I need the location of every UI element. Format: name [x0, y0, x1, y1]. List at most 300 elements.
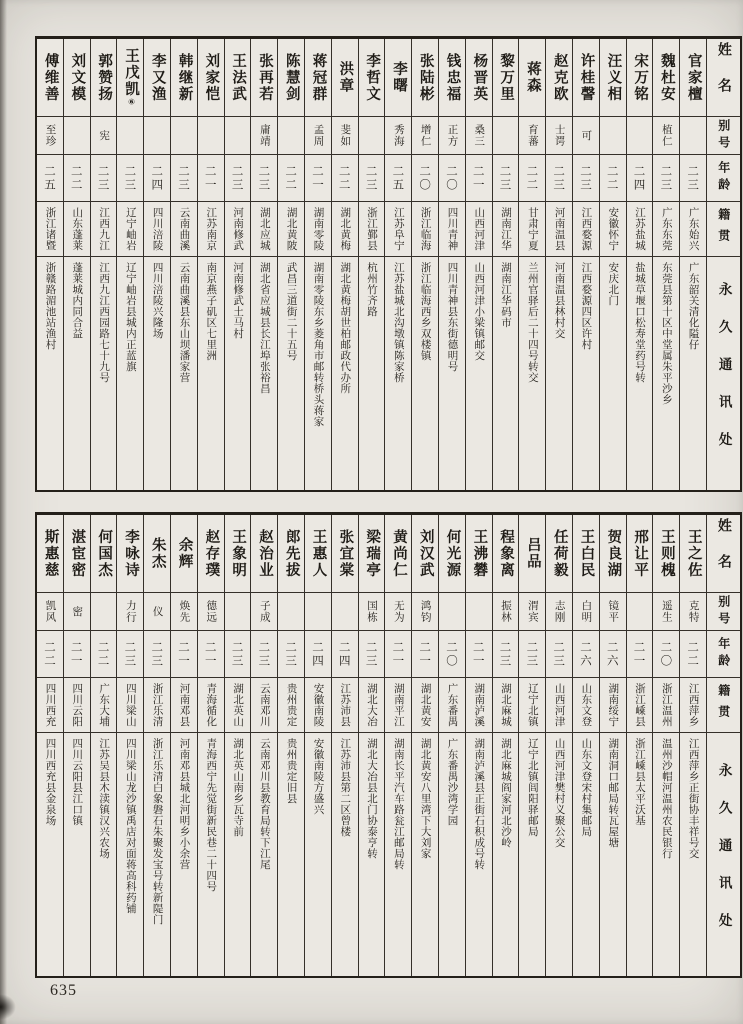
- person-address-cell: [198, 256, 224, 490]
- person-alias-cell: [546, 592, 572, 630]
- person-native: 四川青神: [446, 207, 459, 251]
- person-native-cell: [412, 201, 438, 256]
- person-native-cell: [305, 677, 331, 732]
- person-name: 王法武: [230, 52, 247, 103]
- person-name: 洪章: [337, 61, 354, 94]
- person-address-cell: [546, 732, 572, 976]
- person-column: [518, 515, 545, 976]
- person-age-cell: [573, 630, 599, 677]
- person-age-cell: [171, 630, 197, 677]
- person-native-cell: [144, 201, 170, 256]
- person-address-cell: [412, 256, 438, 490]
- person-alias: 渭宾: [526, 600, 539, 623]
- person-name-cell: [91, 39, 117, 116]
- person-age: 二四: [310, 640, 325, 668]
- person-native-cell: [573, 677, 599, 732]
- person-age: 二二: [525, 164, 540, 192]
- person-native: 江苏盐城: [634, 207, 647, 251]
- person-address-cell: [627, 256, 653, 490]
- person-address: 云南邓川县教育局转下江尾: [258, 738, 271, 870]
- person-alias-cell: [359, 116, 385, 154]
- person-name: 李咏诗: [122, 528, 139, 579]
- person-alias-cell: [332, 592, 358, 630]
- person-address: 云南曲溪县东山坝潘家营: [178, 262, 191, 383]
- person-address: 温州沙帽河温州农民银行: [660, 738, 673, 859]
- person-age-cell: [144, 154, 170, 201]
- person-alias-cell: [37, 592, 63, 630]
- person-age-cell: [546, 154, 572, 201]
- person-age-cell: [680, 154, 706, 201]
- person-column: [250, 39, 277, 490]
- person-address-cell: [439, 256, 465, 490]
- person-address-cell: [225, 256, 251, 490]
- person-address-cell: [332, 732, 358, 976]
- person-native-cell: [600, 201, 626, 256]
- person-native-cell: [278, 201, 304, 256]
- person-name: 赵治业: [256, 528, 273, 579]
- person-native: 山东蓬莱: [71, 207, 84, 251]
- person-age-cell: [627, 154, 653, 201]
- person-native-cell: [332, 201, 358, 256]
- person-address: 辽宁北镇闾阳驿邮局: [526, 738, 539, 837]
- person-native-cell: [117, 677, 143, 732]
- person-native: 辽宁北镇: [526, 683, 539, 727]
- person-alias-cell: [225, 116, 251, 154]
- person-alias-cell: [493, 116, 519, 154]
- header-alias-label: 别号: [716, 594, 731, 629]
- person-age: 二五: [391, 164, 406, 192]
- header-native-cell: [707, 677, 740, 732]
- person-address: 杭州竹齐路: [366, 262, 379, 317]
- person-age-cell: [493, 630, 519, 677]
- person-native-cell: [653, 201, 679, 256]
- person-age: 二三: [578, 164, 593, 192]
- person-native: 河南修武: [232, 207, 245, 251]
- person-name-cell: [171, 39, 197, 116]
- person-alias-cell: [198, 592, 224, 630]
- person-alias-cell: [171, 116, 197, 154]
- person-name: 朱杰: [149, 537, 166, 570]
- person-alias-cell: [305, 116, 331, 154]
- person-name: 李哲文: [364, 52, 381, 103]
- person-native-cell: [225, 677, 251, 732]
- person-column: [626, 39, 653, 490]
- person-native: 江西萍乡: [687, 683, 700, 727]
- header-name-cell: [707, 515, 740, 592]
- person-name-cell: [278, 39, 304, 116]
- person-alias-cell: [278, 592, 304, 630]
- header-age-label: 年龄: [716, 161, 731, 195]
- person-native-cell: [251, 677, 277, 732]
- person-address-cell: [653, 256, 679, 490]
- person-age-cell: [278, 154, 304, 201]
- person-name: 梁瑞亭: [364, 528, 381, 579]
- person-name-cell: [627, 515, 653, 592]
- person-address-cell: [546, 256, 572, 490]
- person-name-cell: [117, 39, 143, 116]
- person-age-cell: [278, 630, 304, 677]
- person-age: 二三: [230, 164, 245, 192]
- person-native-cell: [493, 201, 519, 256]
- person-name: 黄尚仁: [390, 528, 407, 579]
- person-native: 甘肃宁夏: [526, 207, 539, 251]
- scan-artifact-corner-blot: [0, 994, 16, 1020]
- person-age: 二二: [284, 164, 299, 192]
- person-alias-cell: [251, 116, 277, 154]
- person-column: [679, 515, 706, 976]
- person-alias-cell: [466, 116, 492, 154]
- person-age-cell: [198, 630, 224, 677]
- person-address-cell: [385, 732, 411, 976]
- person-name-cell: [144, 39, 170, 116]
- person-address-cell: [627, 732, 653, 976]
- person-name-cell: [412, 515, 438, 592]
- person-alias: 国栋: [366, 600, 379, 623]
- person-column: [331, 39, 358, 490]
- person-age-cell: [466, 154, 492, 201]
- person-age-cell: [466, 630, 492, 677]
- person-alias: 遥生: [660, 600, 673, 623]
- person-address: 武昌三道街二十五号: [285, 262, 298, 361]
- person-native: 浙江嵊县: [634, 683, 647, 727]
- header-address-cell: [707, 732, 740, 976]
- person-alias-cell: [144, 116, 170, 154]
- person-name-cell: [653, 515, 679, 592]
- header-address-label: 永久通讯处: [715, 763, 732, 951]
- person-native-cell: [439, 677, 465, 732]
- person-alias: 秀海: [392, 124, 405, 147]
- person-age: 二三: [552, 640, 567, 668]
- person-native: 贵州贵定: [285, 683, 298, 727]
- person-address-cell: [466, 732, 492, 976]
- person-alias: 志刚: [553, 600, 566, 623]
- person-age: 二一: [471, 164, 486, 192]
- person-address-cell: [653, 732, 679, 976]
- person-column: [545, 39, 572, 490]
- person-alias-cell: [278, 116, 304, 154]
- person-age-cell: [144, 630, 170, 677]
- person-native: 湖北麻城: [500, 683, 513, 727]
- person-column: [116, 515, 143, 976]
- person-age-cell: [91, 630, 117, 677]
- person-alias: 士谔: [553, 124, 566, 147]
- person-name-cell: [37, 515, 63, 592]
- person-name-cell: [600, 39, 626, 116]
- person-native-cell: [519, 201, 545, 256]
- person-native: 四川西充: [44, 683, 57, 727]
- person-address-cell: [680, 256, 706, 490]
- person-age: 二三: [659, 164, 674, 192]
- person-alias-cell: [680, 592, 706, 630]
- person-age-cell: [251, 630, 277, 677]
- person-address-cell: [37, 256, 63, 490]
- person-native-cell: [653, 677, 679, 732]
- person-alias-cell: [573, 116, 599, 154]
- person-name: 何国杰: [96, 528, 113, 579]
- person-age: 二一: [69, 640, 84, 668]
- person-native: 浙江温州: [660, 683, 673, 727]
- person-address: 兰州官驿后二十四号转交: [526, 262, 539, 383]
- person-name-cell: [91, 515, 117, 592]
- person-native: 湖南泸溪: [473, 683, 486, 727]
- person-native-cell: [573, 201, 599, 256]
- person-name-cell: [519, 515, 545, 592]
- person-name: 斯惠慈: [42, 528, 59, 579]
- person-native: 湖北黄梅: [339, 207, 352, 251]
- person-column: [37, 39, 63, 490]
- person-name-cell: [144, 515, 170, 592]
- person-name: 王惠人: [310, 528, 327, 579]
- person-name-cell: [519, 39, 545, 116]
- person-address: 盐城草堰口松寿堂药号转: [634, 262, 647, 383]
- person-alias-cell: [91, 592, 117, 630]
- person-address: 浙江嵊县太平沃基: [634, 738, 647, 826]
- person-age-cell: [600, 154, 626, 201]
- person-alias: 宪: [98, 129, 111, 142]
- person-age: 二三: [525, 640, 540, 668]
- person-age: 二五: [43, 164, 57, 192]
- person-name-cell: [198, 39, 224, 116]
- person-address: 青海西宁先觉街新民巷二十四号: [205, 738, 218, 892]
- person-age-cell: [573, 154, 599, 201]
- person-age-cell: [64, 630, 90, 677]
- header-native-label: 籍贯: [716, 684, 731, 726]
- person-name-cell: [64, 515, 90, 592]
- person-column: [384, 515, 411, 976]
- header-age-cell: [707, 154, 740, 201]
- person-alias: 密: [71, 605, 84, 618]
- person-age-cell: [653, 630, 679, 677]
- person-age: 二三: [150, 640, 165, 668]
- person-age: 二一: [203, 164, 218, 192]
- person-name-cell: [466, 39, 492, 116]
- person-name-cell: [117, 515, 143, 592]
- person-alias-cell: [198, 116, 224, 154]
- person-address-cell: [439, 732, 465, 976]
- person-address-cell: [305, 732, 331, 976]
- person-alias-cell: [653, 592, 679, 630]
- header-column: [706, 39, 740, 490]
- person-age-cell: [37, 154, 63, 201]
- person-column: [90, 39, 117, 490]
- person-name: 刘家恺: [203, 52, 220, 103]
- person-native: 江苏阜宁: [392, 207, 405, 251]
- person-address: 湖北大冶县北门协泰亨转: [366, 738, 379, 859]
- header-age-label: 年龄: [716, 637, 731, 671]
- person-age: 二三: [176, 164, 191, 192]
- person-native: 山西河津: [553, 683, 566, 727]
- person-name: 蒋森: [524, 61, 541, 94]
- person-age: 二一: [632, 640, 647, 668]
- person-address: 湖北黄梅胡世柏邮政代办所: [339, 262, 352, 394]
- person-name-cell: [359, 515, 385, 592]
- person-native-cell: [198, 201, 224, 256]
- person-address: 四川梁山龙沙镇禹店对面蒋高科药铺: [124, 738, 137, 914]
- person-column: [492, 39, 519, 490]
- person-name: 魏杜安: [658, 52, 675, 103]
- person-alias: 庸靖: [258, 124, 271, 147]
- person-address: 山西河津樊村义聚公交: [553, 738, 566, 848]
- person-native-cell: [198, 677, 224, 732]
- person-column: [545, 515, 572, 976]
- person-address-cell: [91, 256, 117, 490]
- person-native-cell: [91, 201, 117, 256]
- person-alias: 正方: [446, 124, 459, 147]
- person-address: 江苏盐城北沟墩镇陈家桥: [392, 262, 405, 383]
- person-native: 湖北黄安: [419, 683, 432, 727]
- person-address: 湖北黄安八里湾下大刘家: [419, 738, 432, 859]
- person-alias: 子成: [258, 600, 271, 623]
- person-age-cell: [359, 154, 385, 201]
- person-name-cell: [385, 39, 411, 116]
- person-age: 二六: [605, 640, 620, 668]
- person-name-cell: [225, 515, 251, 592]
- person-column: [438, 39, 465, 490]
- person-age-cell: [305, 154, 331, 201]
- person-name: 李曙: [390, 61, 407, 94]
- person-name-cell: [439, 39, 465, 116]
- person-name-cell: [332, 39, 358, 116]
- person-column: [170, 515, 197, 976]
- person-age: 二一: [418, 640, 433, 668]
- person-name-cell: [439, 515, 465, 592]
- person-column: [438, 515, 465, 976]
- person-address-cell: [251, 256, 277, 490]
- person-name-cell: [627, 39, 653, 116]
- person-native: 湖南零陵: [312, 207, 325, 251]
- person-name-cell: [680, 39, 706, 116]
- person-native: 浙江临海: [419, 207, 432, 251]
- person-address: 四川青神县东街德明号: [446, 262, 459, 372]
- person-native-cell: [305, 201, 331, 256]
- person-column: [277, 515, 304, 976]
- person-column: [277, 39, 304, 490]
- header-alias-label: 别号: [716, 118, 731, 153]
- person-native: 四川梁山: [124, 683, 137, 727]
- person-native: 湖北应城: [258, 207, 271, 251]
- person-name-cell: [493, 39, 519, 116]
- person-name-cell: [225, 39, 251, 116]
- person-alias: 可: [580, 129, 593, 142]
- person-address-cell: [332, 256, 358, 490]
- person-name-cell: [573, 515, 599, 592]
- person-native: 四川涪陵: [151, 207, 164, 251]
- person-name: 程象离: [498, 528, 515, 579]
- person-age-cell: [680, 630, 706, 677]
- person-native: 安徽南陵: [312, 683, 325, 727]
- person-native-cell: [359, 201, 385, 256]
- person-alias: 克特: [687, 600, 700, 623]
- person-native: 广东番禺: [446, 683, 459, 727]
- person-column: [599, 515, 626, 976]
- person-native: 河南温县: [553, 207, 566, 251]
- person-age-cell: [627, 630, 653, 677]
- person-address: 江苏沛县第二区曾楼: [339, 738, 352, 837]
- person-name-cell: [171, 515, 197, 592]
- person-alias: 鸿钧: [419, 600, 432, 623]
- header-native-label: 籍贯: [716, 208, 731, 250]
- header-age-cell: [707, 630, 740, 677]
- person-age: 二一: [203, 640, 218, 668]
- person-address: 浙江临海西乡双楼镇: [419, 262, 432, 361]
- person-age: 二〇: [659, 640, 674, 668]
- header-column: [706, 515, 740, 976]
- person-native: 湖南绥宁: [607, 683, 620, 727]
- person-address: 湖北英山南乡瓦寺前: [232, 738, 245, 837]
- person-age-cell: [91, 154, 117, 201]
- person-native-cell: [64, 201, 90, 256]
- person-alias-cell: [412, 116, 438, 154]
- person-native-cell: [251, 201, 277, 256]
- person-name-cell: [412, 39, 438, 116]
- person-age: 二二: [686, 640, 701, 668]
- person-age: 二三: [257, 164, 272, 192]
- person-alias: 焕先: [178, 600, 191, 623]
- person-native: 云南邓川: [258, 683, 271, 727]
- person-address-cell: [278, 732, 304, 976]
- person-native-cell: [117, 201, 143, 256]
- person-address: 湖南长平汽车路瓮江邮局转: [392, 738, 405, 870]
- person-address: 湖北省应城县长江埠张裕昌: [258, 262, 271, 394]
- person-name-cell: [305, 515, 331, 592]
- person-address-cell: [117, 732, 143, 976]
- person-alias-cell: [64, 116, 90, 154]
- person-age-cell: [412, 154, 438, 201]
- person-age-cell: [225, 630, 251, 677]
- person-native: 湖北黄陂: [285, 207, 298, 251]
- person-native: 江西九江: [98, 207, 111, 251]
- person-column: [250, 515, 277, 976]
- person-name-cell: [680, 515, 706, 592]
- person-name: 韩继新: [176, 52, 193, 103]
- person-age-cell: [412, 630, 438, 677]
- person-address: 山东文登宋村集邮局: [580, 738, 593, 837]
- person-name: 王白民: [578, 528, 595, 579]
- person-native-cell: [546, 201, 572, 256]
- person-alias-cell: [144, 592, 170, 630]
- person-name: 赵存璞: [203, 528, 220, 579]
- person-alias-cell: [91, 116, 117, 154]
- person-alias-cell: [117, 116, 143, 154]
- person-name: 郎先拔: [283, 528, 300, 579]
- directory-table-bottom: [35, 512, 742, 978]
- person-column: [358, 515, 385, 976]
- person-column: [572, 39, 599, 490]
- person-name-cell: [546, 515, 572, 592]
- person-alias-cell: [385, 116, 411, 154]
- person-column: [224, 39, 251, 490]
- person-address: 南京燕子矶区七里洲: [205, 262, 218, 361]
- person-alias: 育蕃: [526, 124, 539, 147]
- person-address-cell: [144, 256, 170, 490]
- header-name-cell: [707, 39, 740, 116]
- person-age: 二三: [96, 164, 111, 192]
- person-column: [652, 39, 679, 490]
- person-address-cell: [359, 256, 385, 490]
- person-age: 二〇: [444, 640, 459, 668]
- person-age: 二三: [364, 640, 379, 668]
- person-native: 浙江鄞县: [366, 207, 379, 251]
- person-address-cell: [171, 256, 197, 490]
- person-column: [304, 39, 331, 490]
- person-column: [170, 39, 197, 490]
- person-name-cell: [493, 515, 519, 592]
- person-age-cell: [198, 154, 224, 201]
- person-column: [143, 515, 170, 976]
- person-name: 张宜棠: [337, 528, 354, 579]
- person-age: 二一: [391, 640, 406, 668]
- person-native-cell: [680, 677, 706, 732]
